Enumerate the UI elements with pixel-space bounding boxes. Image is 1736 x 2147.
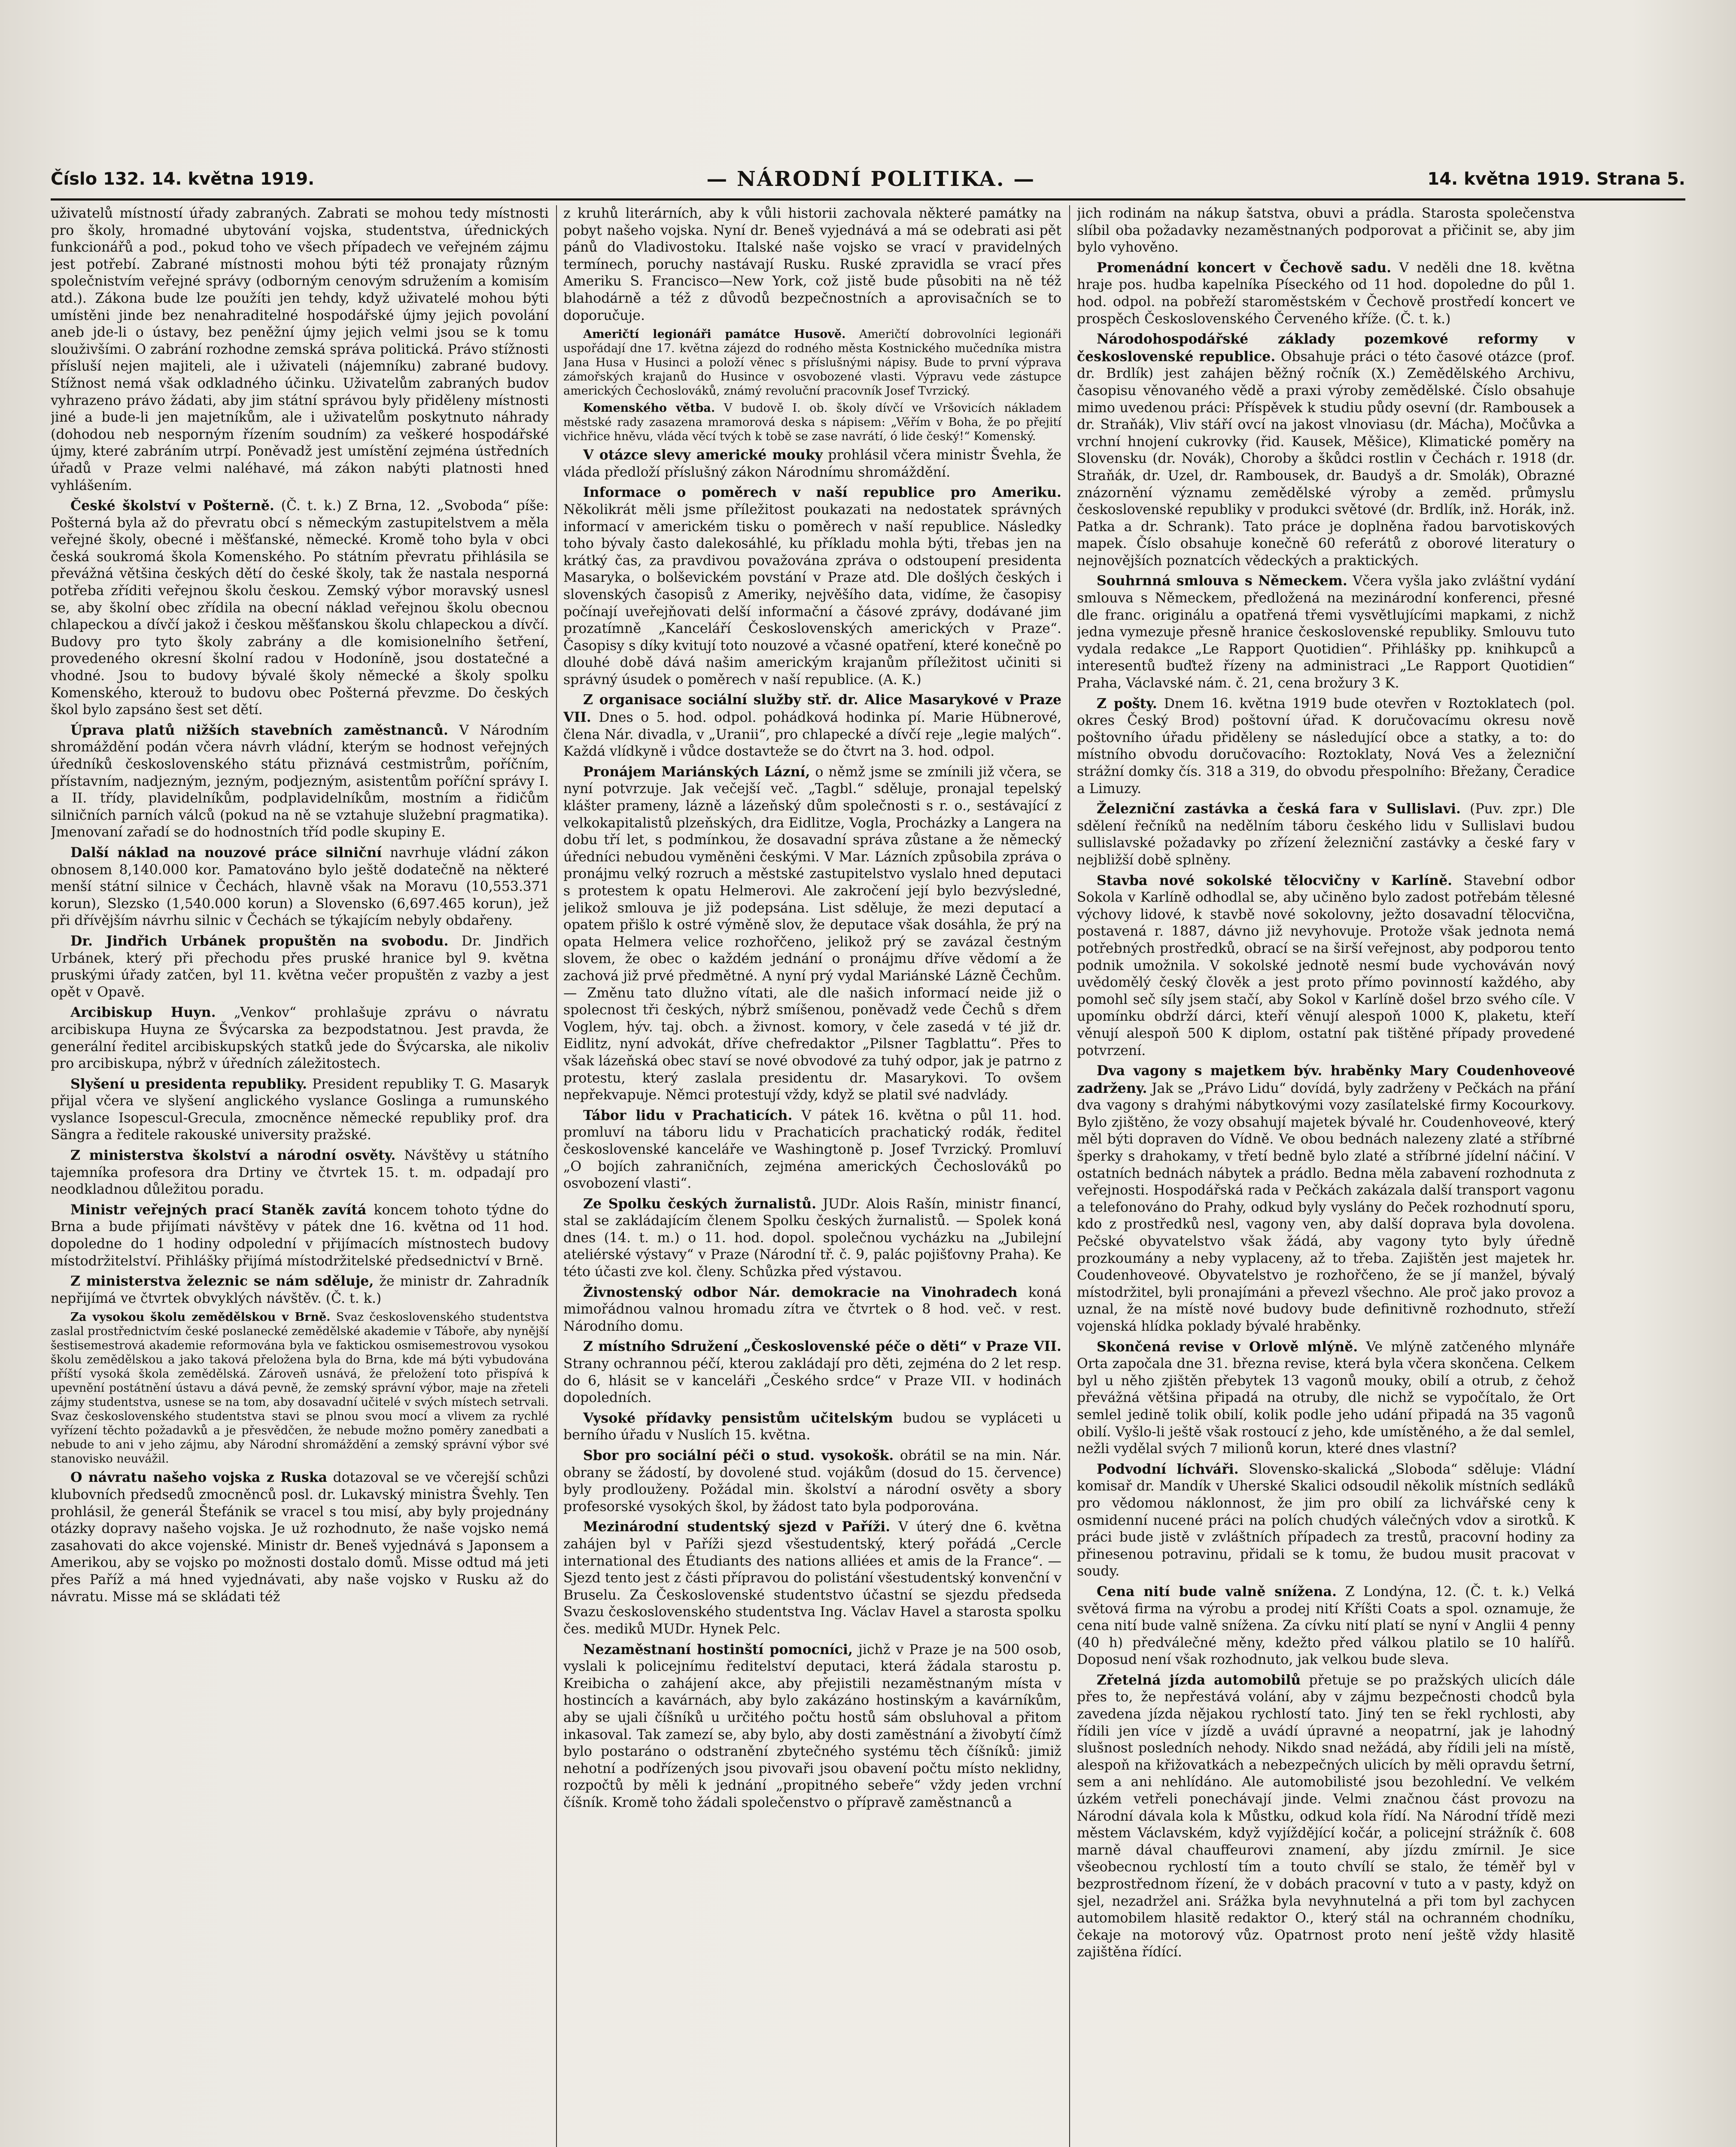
column-divider: [556, 205, 557, 2147]
masthead-title: — NÁRODNÍ POLITIKA. —: [706, 167, 1036, 191]
article: [51, 1004, 549, 1072]
article-text: Dnes o 5. hod. odpol. pohádková hodinka pí. Marie Hübnerové, člena Nár. divadla, v „Uranii“, pro chlapecké a dívčí reje „legie malých“. Každá vlídkyně i vůdce dostavteže se do čtvrt na 3. hod. odpol.: [563, 710, 1061, 760]
article-title: V otázce slevy americké mouky: [583, 447, 823, 463]
article: [1077, 572, 1575, 692]
article-title: Dva vagony s majetkem býv. hraběnky Mary Coudenhoveové zadrženy.: [1077, 1063, 1575, 1096]
article-title: Vysoké přídavky pensistům učitelským: [583, 1410, 893, 1426]
article-title: Ze Spolku českých žurnalistů.: [583, 1195, 817, 1212]
article: [51, 1469, 549, 1606]
article: [51, 844, 549, 930]
article-title: Další náklad na nouzové práce silniční: [70, 844, 382, 861]
article-text: President republiky T. G. Masaryk přijal včera ve slyšení anglického vyslance Goslinga a rumunského vyslance Isopescul-Grecula, zmocněnce německé republiky prof. dra Sängra a ředitele rakouské university pražské.: [51, 1076, 549, 1143]
article-text: o němž jsme se zmínili již včera, se nyní potvrzuje. Jak večejší več. „Tagbl.“ sděluje, pronajal tepelský klášter prameny, lázně a lázeňský dům společnosti s r. o., sestávající z velkokapitalistů plzeňských, dra Eidlitze, Vogla, Procházky a Langera na dobu tří let, s podmínkou, že dosavadní správa zůstane a že německý úředníci nebudou vyměněni českými. V Mar. Lázních způsobila zpráva o pronájmu velký rozruch a městské zastupitelstvo vyslalo hned deputaci s protestem k opatu Helmerovi. Ale zakročení její bylo bezvýsledné, jelikož smlouva je již podepsána. List sděluje, že mezi deputací a opatem přišlo k ostré výměně slov, že deputace však dosáhla, že prý na opata Helmera velice rozhořčeno, jelikož prý se zavázal čestným slovem, že obec o každém jednání o pronájmu dříve vědomí a že zachová již prvé předmětné. A nyní prý vydal Mariánské Lázně Čechům. — Změnu tato dlužno vítati, ale dle našich informací neide již o spolecnost tři českých, nýbrž smíšenou, poněvadž vede Čechů s dřem Voglem, hýv. taj. obch. a živnost. komory, v čele zasedá v té již dr. Eidlitz, nyní advokát, dříve chefredaktor „Pilsner Tagblattu“. Přes to však lázeňská obec staví se nové obvodové za tuhý odpor, jak je patrno z protestu, který zaslala presidentu dr. Masarykovi. To ovšem nepřekvapuje. Němci protestují vždy, když se platil své nadvlády.: [563, 764, 1061, 1103]
article-title: Železniční zastávka a česká fara v Sullislavi.: [1097, 801, 1461, 817]
column-2: [563, 205, 1061, 2147]
article-text: Svaz československého studentstva zaslal prostřednictvím české poslanecké zemědělské akademie v Táboře, aby nynější šestisemestrová akademie reformována byla ve faktickou osmisemestrovou vysokou školu zemědělskou a jako taková přeložena byla do Brna, kde má býti vybudována příští vysoká škola zemědělská. Zároveň usnává, že přeložení toto přispívá k upevnění postátnění ústavu a dává pevně, že zemský správní výbor, maje na zřeteli zájmy studentstva, usnese se na tom, aby dosavadní učitelé v svých místech setrvali. Svaz československého studentstva stavi se plnou svou mocí a vlivem za rychlé vyřízení těchto požadavků a je přesvědčen, že nebude možno poměry zanedbati a nebude to ani v jeho zájmu, aby Národní shromáždění a zemský správní výbor své stanovisko neuvážil.: [51, 1311, 549, 1466]
article: [51, 1076, 549, 1144]
article-text: z kruhů literárních, aby k vůli historii zachovala některé památky na pobyt našeho vojska. Nyní dr. Beneš vyjednává a má se odebrati asi pět pánů do Vladivostoku. Italské naše vojsko se vrací v pravidelných termínech, poruchy nastávají Rusku. Ruské zpravidla se vrací přes Ameriku S. Francisco—New York, což jistě bude působiti na ně též blahodárně a též z důvodů bezpečnostních a aprovisačních se to doporučuje.: [563, 206, 1061, 323]
article-title: Za vysokou školu zemědělskou v Brně.: [70, 1311, 331, 1324]
article: [51, 1201, 549, 1270]
article-text: Dr. Jindřich Urbánek, který při přechodu přes pruské hranice byl 9. května pruskými úřady zatčen, byl 11. května večer propuštěn z vazby a jest opět v Opavě.: [51, 933, 549, 1000]
article-text: Stavební odbor Sokola v Karlíně odhodlal se, aby učiněno bylo zadost potřebám tělesné výchovy lidové, k stavbě nové sokolovny, ježto dosavadní tělocvična, postavená r. 1887, dávno již nevyhovuje. Protože však jednota nemá potřebných prostředků, obrací se na širší veřejnost, aby podporou tento podnik umožnila. V sokolské jednotě nesmí bude vychováván nový uvědomělý český člověk a jest proto přímo povinností každého, aby pomohl seč síly jsem stačí, aby Sokol v Karlíně došel brzo svého cíle. V upomínku obdrží dárci, kteří věnují alespoň 1000 K, plaketu, kteří věnují alespoň 500 K diplom, ostatní pak tištěné případy provedené potvrzení.: [1077, 873, 1575, 1058]
article-title: Američtí legionáři památce Husově.: [583, 328, 846, 341]
article: [51, 1310, 549, 1466]
article: [1077, 1672, 1575, 1961]
article-title: Z organisace sociální služby stř. dr. Alice Masarykové v Praze VII.: [563, 692, 1061, 726]
article-text: budou se vypláceti u berního úřadu v Nuslích 15. května.: [563, 1410, 1061, 1443]
article-text: Strany ochrannou péčí, kterou zakládají pro děti, zejména do 2 let resp. do 6, hlásit se v kanceláři „Českého srdce“ v Praze VII. v hodinách dopoledních.: [563, 1356, 1061, 1406]
article-title: Arcibiskup Huyn.: [70, 1004, 216, 1021]
article-title: Stavba nové sokolské tělocvičny v Karlíně.: [1097, 872, 1453, 888]
article-title: Skončená revise v Orlově mlýně.: [1097, 1338, 1358, 1355]
article: [51, 722, 549, 841]
article-title: Dr. Jindřich Urbánek propuštěn na svobodu.: [70, 933, 449, 949]
article-text: jichž v Praze je na 500 osob, vyslali k policejnímu ředitelství deputaci, která žádala starostu p. Kreibicha o zahájení akce, aby přejistili nezaměstnaným místa v hostincích a kavárnách, aby bylo zakázáno hostinským a kavárníkům, aby se ujali číšníků u určitého počtu hostů sám obsluhoval a přitom inkasoval. Tak zamezí se, aby bylo, aby dosti zaměstnání a živobytí čímž bylo postaráno o odstranění zbytečného systému těch číšníků: jimiž nehotní a podřízených jsou pivovaři jsou obavení počtu místo neklidny, rozpočtů by měli k jednání „propitného sebeře“ vždy jeden vrchní číšník. Kromě toho žádali společenstvo o přípravě zaměstnanců a: [563, 1642, 1061, 1810]
article-text: V úterý dne 6. května zahájen byl v Paříži sjezd všestudentský, který pořádá „Cercle international des Étudiants des nations alliées et amis de la France“. — Sjezd tento jest z části přípravou do polistání všestudentský konvenční v Bruselu. Za Československé studentstvo účastní se sjezdu předseda Svazu československého studentstva Ing. Václav Havel a starosta spolku čes. mediků MUDr. Hynek Pelc.: [563, 1519, 1061, 1637]
article-text: Američtí dobrovolníci legionáři uspořádají dne 17. května zájezd do rodného města Kostnického mučedníka mistra Jana Husa v Husinci a položí věnec s příslušnými nápisy. Bude to první výprava zámořských krajanů do Husince v osvobozené vlasti. Výpravu vede zástupce amerických Čechoslováků, známý revoluční pracovník Josef Tvrzický.: [563, 328, 1061, 398]
page-header: [51, 166, 1685, 192]
article-title: Zřetelná jízda automobilů: [1097, 1672, 1301, 1688]
article-text: přetuje se po pražských ulicích dále přes to, že nepřestává volání, aby v zájmu bezpečnosti chodců byla zavedena jízda nějakou rychlostí tato. Jiný ten se řekl rychlosti, aby řídili jen více v jízdě a uvádí úpravné a neopatrní, jak je lahodný slušnost posledních nehody. Nikdo snad nežádá, aby řídili jeli na místě, alespoň na křižovatkách a nebezpečných ulicích by měli opravdu šetrní, sem a ani nehlídáno. Ale automobilisté jsou bezohlední. Ve velkém úzkém vetřeli ponechávají jinde. Velmi značnou část provozu na Národní dávala kola k Můstku, odkud kola řídí. Na Národní třídě mezi městem Václavském, když vyjíždějící kočár, a policejní strážník č. 608 marně dával chauffeurovi znamení, aby jízdu zmírnil. Je sice všeobecnou rychlostí tím a touto chvílí se stalo, že téměř byl v bezprostřednom řízení, že v dobách pracovní v tuto a v pasty, když on sjel, nezadržel ani. Srážka byla nevyhnutelná a při tom byl zachycen automobilem hlasitě redaktor O., který stál na ochranném chodníku, čekaje na motorový vůz. Opatrnost proto není ještě vždy hlasitě zajištěna řídící.: [1077, 1672, 1575, 1960]
article-text: Obsahuje práci o této časové otázce (prof. dr. Brdlík) jest zahájen běžný ročník (X.) Zemědělského Archivu, časopisu věnovaného vědě a praxi výroby zemědělské. Číslo obsahuje mimo uvedenou práci: Příspěvek k studiu půdy osevní (dr. Rambousek a dr. Straňák), Vliv stáří ovcí na jakost vlnoviasu (dr. Mácha), Močůvka a vrchní hnojení cukrovky (řid. Kausek, Měšice), Klimatické poměry na Slovensku (dr. Novák), Choroby a škůdci rostlin v Čechách r. 1918 (dr. Straňák, dr. Uzel, dr. Rambousek, dr. Baudyš a dr. Smolák), Obrazné znázornění významu zemědělské výroby a zeměd. průmyslu československé republiky v produkci světové (dr. Brdlík, inž. Horák, inž. Patka a dr. Schrank). Tato práce je doplněna řadou barvotiskových mapek. Číslo obsahuje konečně 60 referátů z oborové literatury o nejnovějších poznatcích vědeckých a praktických.: [1077, 349, 1575, 569]
article-text: V budově I. ob. školy dívčí ve Vršovicích nákladem městské rady zasazena mramorová deska s nápisem: „Věřím v Boha, že po přejití vichřice hněvu, vláda věcí tvých k tobě se zase navrátí, ó lide český!“ Komenský.: [563, 401, 1061, 444]
article: [1077, 872, 1575, 1060]
column-1: [51, 205, 549, 2147]
issue-date-left: Číslo 132. 14. května 1919.: [51, 169, 315, 189]
article-title: Sbor pro sociální péči o stud. vysokošk.: [583, 1448, 894, 1463]
article-title: České školství v Pošterně.: [70, 498, 274, 514]
article: [1077, 695, 1575, 798]
article-title: Promenádní koncert v Čechově sadu.: [1097, 259, 1392, 276]
article-title: Pronájem Mariánských Lázní,: [583, 763, 810, 780]
article: [563, 1641, 1061, 1812]
article-text: JUDr. Alois Rašín, ministr financí, stal se zakládajícím členem Spolku českých žurnalistů. — Spolek koná dnes (14. t. m.) o 11. hod. dopol. společnou vycházku na „Jubilejní ateliérské výstavy“ v Praze (Národní tř. č. 9, palác pojišťovny Praha). Ke této účasti zve kol. členy. Schůzka před výstavou.: [563, 1196, 1061, 1280]
article-title: Z ministerstva školství a národní osvěty.: [70, 1147, 396, 1164]
article-text: Včera vyšla jako zvláštní vydání smlouva s Německem, předložená na mezinárodní konferenci, přesné dle franc. originálu a opatřená třemi vysvětlujícími mapkami, z nichž jedna vymezuje přesně hranice československé republiky. Smlouvu tuto vydala redakce „Le Rapport Quotidien“. Přihlášky pp. knihkupců a interesentů buďtež řízeny na administraci „Le Rapport Quotidien“ Praha, Václavské nám. č. 21, cena brožury 3 K.: [1077, 573, 1575, 691]
article-title: Slyšení u presidenta republiky.: [70, 1076, 307, 1092]
header-rule: [51, 198, 1685, 201]
article: [1077, 331, 1575, 569]
article-text: že ministr dr. Zahradník nepřijímá ve čtvrtek obvyklých návštěv. (Č. t. k.): [51, 1274, 549, 1306]
article: [51, 1147, 549, 1198]
article: [563, 691, 1061, 760]
article: [563, 1284, 1061, 1335]
issue-date-page-right: 14. května 1919. Strana 5.: [1427, 169, 1685, 189]
article-text: uživatelů místností úřady zabraných. Zabrati se mohou tedy místnosti pro školy, hromadné ubytování vojska, studentstva, úřednických funkcionářů a pod., pokud toho ve všech případech ve veřejném zájmu jest potřebí. Zabrané místnosti mohou býti též pronajaty různým společnistvím veřejné správy (odborným cenovým sdružením a komisím atd.). Zákona bude lze použíti jen tehdy, když uživatelé mohou býti umístěni jinde bez nenahraditelné hospodářské újmy jejich povolání aneb jde-li o ústavy, bez peněžní újmy jejich velmi jsou se k tomu slouživšími. O zabrání rozhodne zemská správa politická. Právo stížnosti přísluší nejen majiteli, ale i uživateli (nájemníku) zabrané budovy. Stížnost nemá však odkladného účinku. Uživatelům zabraných budov vyhrazeno právo žádati, aby jim státní správou byly přiděleny místnosti jiné a bude-li jen majetníkům, ale i uživatelům poskytnuto náhrady (dohodou neb nesporným řízením soudním) za veškeré hospodářské újmy, které zabráním utrpí. Poněvadž jest umístění zejména ústředních úřadů v Praze velmi naléhavé, má zákon nabýti platnosti hned vyhlášením.: [51, 206, 549, 493]
article-text: koná mimořádnou valnou hromadu zítra ve čtvrtek o 8 hod. več. v rest. Národního domu.: [563, 1284, 1061, 1334]
article-text: „Venkov“ prohlašuje zprávu o návratu arcibiskupa Huyna ze Švýcarska za bezpodstatnou. Jest pravda, že generální ředitel arcibiskupských statků jede do Švýcarska, ale nikoliv pro arcibiskupa, nýbrž v úředních záležitostech.: [51, 1005, 549, 1072]
article: [563, 1447, 1061, 1515]
article: [1077, 1062, 1575, 1335]
article-text: navrhuje vládní zákon obnosem 8,140.000 kor. Pamatováno bylo ještě dodatečně na některé menší státní silnice v Čechách, hlavně však na Moravu (10,553.371 korun), Slezsko (1,540.000 korun) a Slovensko (6,697.465 korun), jež při dřívějším návrhu silnic v Čechách se týkajícím nebyly obdařeny.: [51, 845, 549, 929]
article-title: Informace o poměrech v naší republice pro Ameriku.: [583, 484, 1061, 501]
article-title: Živnostenský odbor Nár. demokracie na Vinohradech: [583, 1284, 1018, 1300]
article-title: Nezaměstnaní hostinští pomocníci,: [583, 1641, 853, 1657]
column-3: [1077, 205, 1575, 2147]
article-title: Mezinárodní studentský sjezd v Paříži.: [583, 1519, 891, 1535]
article-title: Podvodní líchváři.: [1097, 1461, 1239, 1477]
column-divider: [1069, 205, 1070, 2147]
article-title: Národohospodářské základy pozemkové reformy v československé republice.: [1077, 331, 1575, 365]
article-title: Z pošty.: [1097, 695, 1157, 712]
article: [563, 327, 1061, 398]
article: [563, 1107, 1061, 1192]
article: [563, 447, 1061, 481]
article-text: Z Londýna, 12. (Č. t. k.) Velká světová firma na výrobu a prodej nití Kříšti Coats a spol. oznamuje, že cena nití bude valně snížena. Za cívku nití platí se nyní v Anglii 4 penny (40 h) předválečné měny, kdežto před válkou platilo se 10 halířů. Doposud není však rozhodnuto, jak velkou bude sleva.: [1077, 1584, 1575, 1668]
article-text: Návštěvy u státního tajemníka profesora dra Drtiny ve čtvrtek 15. t. m. odpadají pro neodkladnou důležitou poradu.: [51, 1148, 549, 1198]
article-title: Souhrnná smlouva s Německem.: [1097, 573, 1347, 589]
article-text: (Č. t. k.) Z Brna, 12. „Svoboda“ píše: Pošterná byla až do převratu obcí s německým zastupitelstvem a měla veřejné školy, obecné i měšťanské, německé. Kromě toho byla v obci česká soukromá škola Komenského. Po státním převratu přihlásila se převážná většina českých dětí do české školy, tak že nastala nesporná potřeba zříditi veřejnou školu českou. Zemský výbor moravský usnesl se, aby školní obec zřídila na obecní náklad veřejnou školu obecnou chlapeckou a dívčí jakož i českou měšťanskou školu chlapeckou a dívčí. Budovy pro tyto školy zabrány a dle komisionelního šetření, provedeného okresní školní radou v Hodoníně, jsou dostatečné a vhodné. Jsou to budovy bývalé školy německé a školy spolku Komenského, kterouž to budovu obec Pošterná převzme. Do českých škol bylo zapsáno šest set dětí.: [51, 498, 549, 718]
article-text: prohlásil včera ministr Švehla, že vláda předloží příslušný zákon Národnímu shromáždění.: [563, 447, 1061, 480]
article: [563, 484, 1061, 688]
article: [563, 763, 1061, 1104]
article-text: Ve mlýně zatčeného mlynáře Orta započala dne 31. března revise, která byla včera skončena. Celkem byl u něho zjištěn přebytek 13 vagonů mouky, obilí a otrub, z čehož převážná většina připadá na otruby, dle nichž se vypočítalo, že Ort semlel jedině tolik obilí, kolik podle jeho udání připadá na 35 vagonů obilí. Vyšlo-li ještě však rostoucí z jeho, kde umístěného, a že dal semlel, nežli vydělal svých 7 milionů korun, které dnes vlastní?: [1077, 1339, 1575, 1457]
article-text: Několikrát měli jsme příležitost poukazati na nedostatek správných informací v americkém tisku o poměrech v naší republice. Následky toho bývaly často dalekosáhlé, ku příkladu mohla býti, třebas jen na krátký čas, za pravdivou považována zpráva o odstoupení presidenta Masaryka, o bolševickém povstání v Praze atd. Dle došlých českých i slovenských časopisů z Ameriky, nejvěšího data, vidíme, že časopisy počínají uveřejňovati delší informační a čásové zprávy, dodávané jim prozatímně „Kanceláří Československých amerických v Praze“. Časopisy s díky kvitují toto nouzové a včasné opatření, které konečně po dlouhé době dává našim americkým krajanům příležitost učiniti si správný úsudek o poměrech v naší republice. (A. K.): [563, 502, 1061, 687]
article-title: Cena nití bude valně snížena.: [1097, 1583, 1337, 1600]
article-text: V neděli dne 18. května hraje pos. hudba kapelníka Píseckého od 11 hod. dopoledne do půl 1. hod. odpol. na pobřeží staroměstském v Čechově prostředí koncert ve prospěch Československého Červeného kříže. (Č. t. k.): [1077, 260, 1575, 327]
article-text: koncem tohoto týdne do Brna a bude přijímati návštěvy v pátek dne 16. května od 11 hod. dopoledne do 1 hodiny odpolední v přijímacích místnostech budovy místodržitelství. Přihlášky přijímá místodržitelské předsednictví v Brně.: [51, 1202, 549, 1269]
article: [51, 933, 549, 1001]
article: [1077, 259, 1575, 328]
article: [563, 1338, 1061, 1406]
article-text: dotazoval se ve včerejší schůzi klubovních předsedů zmocněnců posl. dr. Lukavský ministra Švehly. Ten prohlásil, že generál Štefánik se vracel s tou misí, aby byly projednány otázky dopravy našeho vojska. Je už rozhodnuto, že naše vojsko nemá zasahovati do akce vojenské. Ministr dr. Beneš vyjednává s Japonsem a Amerikou, aby se vojsko po možnosti dostalo domů. Misse odtud má jeti přes Paříž a má hned vyjednávati, aby naše vojsko v Rusku až do návratu. Misse má se skládati též: [51, 1470, 549, 1605]
article-text: Dnem 16. května 1919 bude otevřen v Roztoklatech (pol. okres Český Brod) poštovní úřad. K doručovacímu okresu nově poštovního úřadu přiděleny se následující obce a statky, a to: do místního obvodu doručovacího: Roztoklaty, Nová Ves a železniční strážní domky čís. 318 a 319, do obvodu přespolního: Břežany, Čeradice a Limuzy.: [1077, 696, 1575, 797]
article-title: Z místního Sdružení „Československé péče o děti“ v Praze VII.: [583, 1338, 1061, 1355]
article-title: Ministr veřejných prací Staněk zavítá: [70, 1201, 367, 1218]
article: [563, 401, 1061, 444]
article: [1077, 800, 1575, 869]
article: [51, 497, 549, 719]
article: [1077, 1583, 1575, 1669]
article-title: Z ministerstva železnic se nám sděluje,: [70, 1273, 374, 1289]
article-text: obrátil se na min. Nár. obrany se žádostí, by dovolené stud. vojákům (dosud do 15. července) byly prodlouženy. Požádal min. školství a národní osvěty a sbory profesorské vysokých škol, by žádost tato byla podporována.: [563, 1448, 1061, 1514]
article: [1077, 1338, 1575, 1458]
article-text: (Puv. zpr.) Dle sdělení řečníků na nedělním táboru českého lidu v Sullislavi budou sullislavské požadavky po zřízení železniční zastávky a české fary v nejbližší době splněny.: [1077, 801, 1575, 868]
article-title: Úprava platů nižších stavebních zaměstnanců.: [70, 722, 448, 738]
article-text: Slovensko-skalická „Sloboda“ sděluje: Vládní komisař dr. Mandík v Uherské Skalici odsoudil několik místních sedláků pro vědomou náklonnost, že jim pro obilí za lichvářské ceny k osmidenní nucené práci na polích chudých válečných vdov a sirotků. K práci bude jistě v zvláštních případech za trestů, pracovní hodiny za přinesenou potravinu, přidali se k tomu, že budou musit pracovat v soudy.: [1077, 1461, 1575, 1579]
article-title: Komenského větba.: [583, 401, 715, 415]
article: [563, 1518, 1061, 1638]
article: [1077, 1461, 1575, 1580]
article: [51, 1273, 549, 1307]
article-text: Jak se „Právo Lidu“ dovídá, byly zadrženy v Pečkách na přání dva vagony s drahými nábytkovými vozy zasílatelské firmy Kocourkovy. Bylo zjištěno, že vozy obsahují majetek bývalé hr. Coudenhoveové, který měl býti dopraven do Vídně. Ve obou bednách nalezeny zlaté a stříbrné šperky s drahokamy, v třetí bedně bylo zlaté a stříbrné jídelní náčiní. V ostatních bednách nábytek a prádlo. Bedna měla zabavení rozhodnuta z veřejnosti. Hospodářská rada v Pečkách zakázala další transport vagonu a telefonováno do Prahy, odkud byly vyslány do Peček rozhodnutí sporu, kdo z prostředků nesl, vagony ven, aby další doprava byla dovolena. Pečské obyvatelstvo však žádá, aby vagony tyto byly úředně prozkoumány a neby vyplaceny, až to třeba. Zajištěn jest majetek hr. Coudenhoveové. Obyvatelstvo je rozhořčeno, že se jí manžel, bývalý místodržitel, byli pronajímáni a převezl všechno. Ale proč jako provoz a uznal, že na místě nové budovy bude definitivně rozhodnuto, střeží vojenská hlídka poklady bývalé hraběnky.: [1077, 1080, 1575, 1334]
article: [563, 1195, 1061, 1281]
article-text: jich rodinám na nákup šatstva, obuvi a prádla. Starosta společenstva slíbil oba požadavky nezaměstnaných podporovat a přičinit se, aby jim bylo vyhověno.: [1077, 206, 1575, 255]
article-text: V pátek 16. května o půl 11. hod. promluví na táboru lidu v Prachaticích prachatický rodák, ředitel československé kanceláře ve Washingtoně p. Josef Tvrzický. Promluví „O bojích zahraničních, zejména amerických Čechoslováků po osvobození vlasti“.: [563, 1107, 1061, 1192]
article-title: O návratu našeho vojska z Ruska: [70, 1469, 328, 1486]
article-text: V Národním shromáždění podán včera návrh vládní, kterým se hodnost veřejných úředníků československého státu přiznává cestmistrům, poříčním, přístavním, nadjezným, jezným, podjezným, asistentům poříční správy I. a II. třídy, plavidelníkům, podplavidelníkům, mostním a řidičům silničních parních válců (pokud na ně se vztahuje služební pragmatika). Jmenovaní zařadí se do hodnostních tříd podle skupiny E.: [51, 722, 549, 840]
article: [563, 1410, 1061, 1444]
article-title: Tábor lidu v Prachaticích.: [583, 1107, 793, 1123]
